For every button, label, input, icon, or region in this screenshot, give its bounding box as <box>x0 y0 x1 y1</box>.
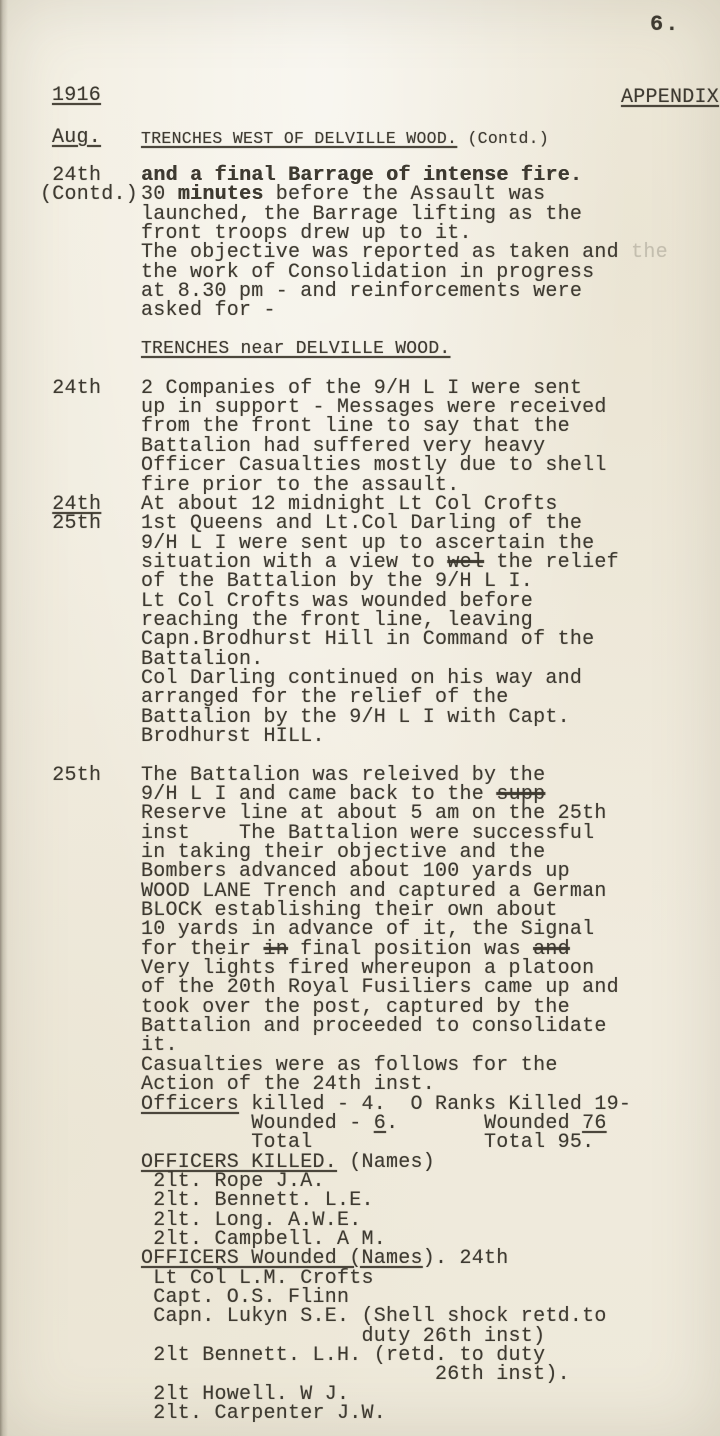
appendix-text: APPENDIX <box>620 86 719 109</box>
line-text: 2lt. Carpenter J.W. <box>141 1402 387 1425</box>
section-heading <box>0 1150 720 1174</box>
title-main: TRENCHES WEST OF DELVILLE WOOD. <box>141 129 458 148</box>
line-text: Lt Col Crofts was wounded before <box>141 589 534 613</box>
line-text: Capn.Brodhurst Hill in Command of the <box>141 628 595 652</box>
line-text: 10 yards in advance of it, the Signal <box>141 918 595 942</box>
line-text: OFFICERS KILLED. (Names) <box>141 1150 436 1174</box>
month-label <box>52 126 101 149</box>
line-text: The Battalion was releived by the <box>141 763 546 787</box>
text-line <box>0 628 720 652</box>
line-text: Lt Col L.M. Crofts <box>141 1266 374 1290</box>
section-heading <box>0 340 720 359</box>
page-number: 6. <box>650 12 681 37</box>
date-label: (Contd.) <box>40 183 139 207</box>
line-text: arranged for the relief of the <box>141 686 509 710</box>
line-text: 2lt. Campbell. A M. <box>141 1227 387 1251</box>
line-text: in taking their objective and the <box>141 841 546 865</box>
year-label <box>52 84 101 107</box>
line-text: WOOD LANE Trench and captured a German <box>141 879 607 903</box>
line-text: 2lt Bennett. L.H. (retd. to duty <box>141 1343 546 1367</box>
date-label: 25th <box>40 763 102 787</box>
line-text: 2 Companies of the 9/H L I were sent <box>141 376 583 400</box>
line-text: OFFICERS Wounded (Names). 24th <box>141 1247 509 1271</box>
line-text: Total Total 95. <box>141 1131 595 1155</box>
line-text: Brodhurst HILL. <box>141 724 325 748</box>
line-text: At about 12 midnight Lt Col Crofts <box>141 492 558 516</box>
line-text: 30 minutes before the Assault was <box>141 183 546 207</box>
line-text: 9/H L I were sent up to ascertain the <box>141 531 595 555</box>
appendix-label <box>621 86 719 109</box>
line-text: The objective was reported as taken and the <box>141 241 668 265</box>
line-text: 26th inst). <box>141 1363 570 1387</box>
text-line <box>0 1015 720 1039</box>
line-text: Capt. O.S. Flinn <box>141 1285 350 1309</box>
line-text: 2lt. Rope J.A. <box>141 1169 325 1193</box>
line-text: Action of the 24th inst. <box>141 1073 436 1097</box>
text-line <box>0 321 720 340</box>
line-text: and a final Barrage of intense fire. <box>141 164 583 187</box>
line-text: 2lt Howell. W J. <box>141 1382 350 1406</box>
officer-name <box>0 1363 720 1387</box>
line-text: Battalion. <box>141 647 264 671</box>
line-text: TRENCHES near DELVILLE WOOD. <box>141 339 451 360</box>
entry-header <box>0 126 720 150</box>
line-text: Officers killed - 4. O Ranks Killed 19- <box>141 1092 632 1116</box>
year-text: 1916 <box>52 84 102 107</box>
date-label: 24th <box>40 164 102 187</box>
month-text: Aug. <box>52 126 102 149</box>
line-text: Col Darling continued on his way and <box>141 666 583 690</box>
document-lines <box>0 166 720 1423</box>
line-text: Capn. Lukyn S.E. (Shell shock retd.to <box>141 1305 607 1329</box>
line-text: launched, the Barrage lifting as the <box>141 202 583 226</box>
text-line <box>0 280 720 304</box>
line-text: it. <box>141 1034 178 1058</box>
line-text: Casualties were as follows for the <box>141 1053 558 1077</box>
title-contd: (Contd.) <box>457 129 550 148</box>
line-text: up in support - Messages were received <box>141 396 607 420</box>
line-text: 2lt. Bennett. L.E. <box>141 1189 374 1213</box>
officer-name <box>0 1266 720 1290</box>
line-text: at 8.30 pm - and reinforcements were <box>141 280 583 304</box>
line-text: Battalion had suffered very heavy <box>141 434 546 458</box>
line-text: Battalion by the 9/H L I with Capt. <box>141 705 570 729</box>
line-text: Wounded - 6. Wounded 76 <box>141 1111 607 1135</box>
line-text: Reserve line at about 5 am on the 25th <box>141 802 607 826</box>
line-text: 9/H L I and came back to the supp <box>141 783 546 806</box>
line-text: took over the post, captured by the <box>141 995 570 1019</box>
line-text: inst The Battalion were successful <box>141 821 595 845</box>
line-text: fire prior to the assault. <box>141 473 460 497</box>
line-text: asked for - <box>141 299 276 323</box>
line-text: Officer Casualties mostly due to shell <box>141 454 607 478</box>
line-text: situation with a view to wel the relief <box>141 550 619 574</box>
line-text: the work of Consolidation in progress <box>141 260 595 284</box>
line-text: 2lt. Long. A.W.E. <box>141 1208 362 1232</box>
page-title <box>141 129 549 148</box>
text-line <box>0 724 720 748</box>
line-text: 1st Queens and Lt.Col Darling of the <box>141 512 583 536</box>
line-text: reaching the front line, leaving <box>141 608 534 632</box>
line-text: front troops drew up to it. <box>141 222 472 246</box>
date-label: 24th <box>52 492 102 516</box>
line-text: duty 26th inst) <box>141 1324 546 1348</box>
line-text: of the Battalion by the 9/H L I. <box>141 570 534 594</box>
line-text: of the 20th Royal Fusiliers came up and <box>141 976 619 1000</box>
officer-name <box>0 1404 720 1423</box>
text-line <box>0 705 720 729</box>
line-text: BLOCK establishing their own about <box>141 899 558 923</box>
date-label: 25th <box>40 512 102 536</box>
line-text: Battalion and proceeded to consolidate <box>141 1015 607 1039</box>
text-line <box>0 299 720 323</box>
line-text: for their in final position was and <box>141 937 570 961</box>
line-text: Bombers advanced about 100 yards up <box>141 860 570 884</box>
line-text: from the front line to say that the <box>141 415 570 439</box>
date-label: 24th <box>40 376 102 400</box>
line-text: Very lights fired whereupon a platoon <box>141 957 595 981</box>
